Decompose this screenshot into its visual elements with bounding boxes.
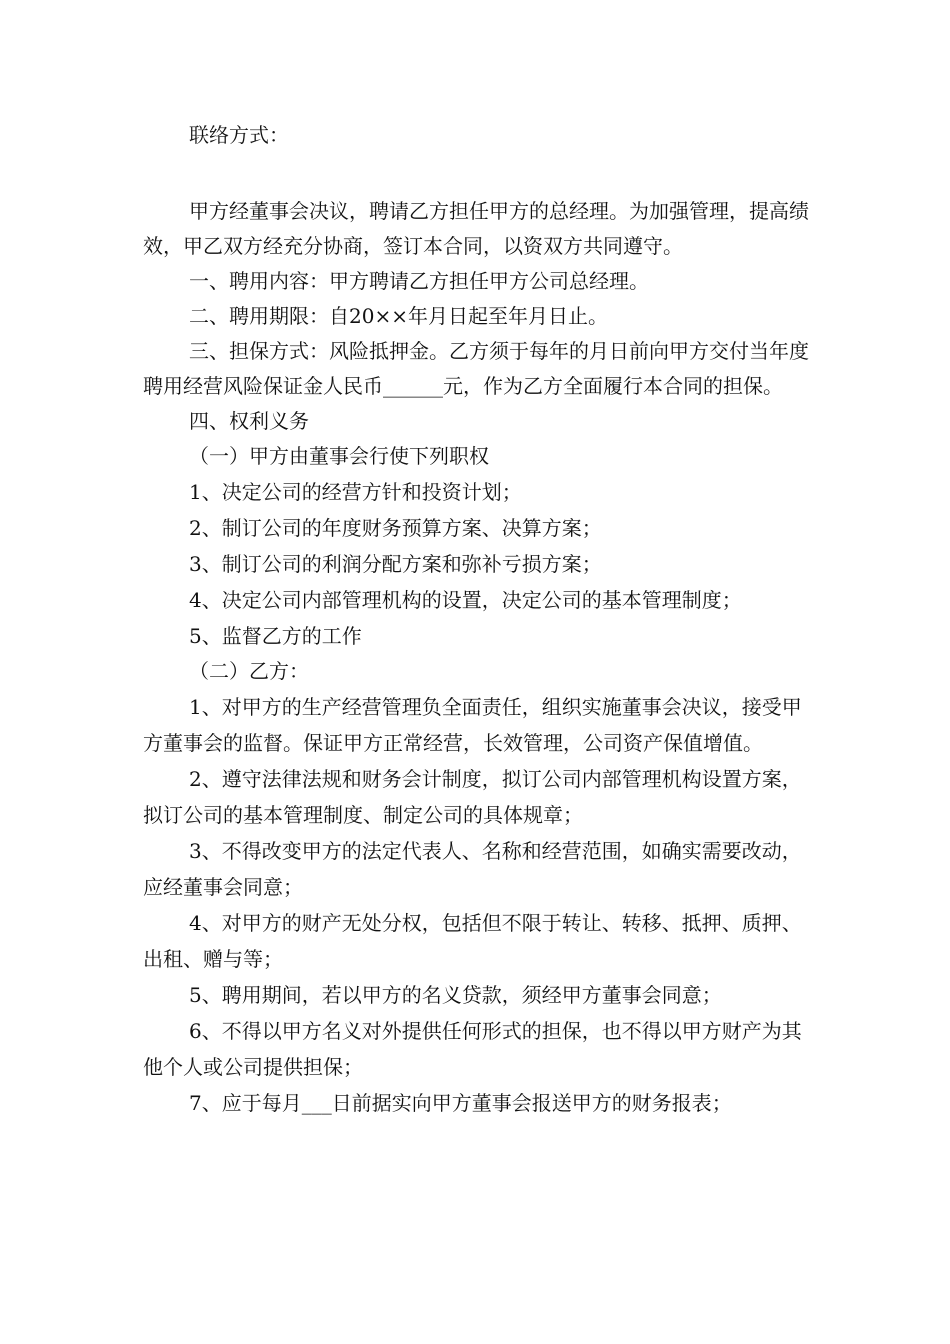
paragraph-employment-term: 二、聘用期限：自20××年月日起至年月日止。 (189, 304, 608, 328)
list-item-b3: 3、不得改变甲方的法定代表人、名称和经营范围，如确实需要改动，应经董事会同意； (143, 839, 802, 899)
paragraph-guarantee: 三、担保方式：风险抵押金。乙方须于每年的月日前向甲方交付当年度聘用经营风险保证金人民币______元，作为乙方全面履行本合同的担保。 (143, 339, 809, 398)
paragraph-intro: 甲方经董事会决议，聘请乙方担任甲方的总经理。为加强管理，提高绩效，甲乙双方经充分协商，签订本合同，以资双方共同遵守。 (143, 199, 809, 258)
list-item-b6: 6、不得以甲方名义对外提供任何形式的担保，也不得以甲方财产为其他个人或公司提供担保； (143, 1019, 802, 1079)
contact-label: 联络方式： (189, 123, 289, 147)
list-item-b4: 4、对甲方的财产无处分权，包括但不限于转让、转移、抵押、质押、出租、赠与等； (143, 911, 802, 971)
list-item-a4: 4、决定公司内部管理机构的设置，决定公司的基本管理制度； (189, 588, 742, 612)
list-item-a1: 1、决定公司的经营方针和投资计划； (189, 480, 522, 504)
document-body (143, 118, 815, 1121)
list-item-b1: 1、对甲方的生产经营管理负全面责任，组织实施董事会决议，接受甲方董事会的监督。保证甲方正常经营，长效管理，公司资产保值增值。 (143, 695, 802, 755)
list-item-b7: 7、应于每月___日前据实向甲方董事会报送甲方的财务报表； (189, 1091, 732, 1115)
list-item-b5: 5、聘用期间，若以甲方的名义贷款，须经甲方董事会同意； (189, 983, 722, 1007)
list-item-a3: 3、制订公司的利润分配方案和弥补亏损方案； (189, 552, 602, 576)
heading-rights-obligations: 四、权利义务 (189, 409, 309, 433)
list-item-a5: 5、监督乙方的工作 (189, 624, 362, 648)
list-item-a2: 2、制订公司的年度财务预算方案、决算方案； (189, 516, 602, 540)
heading-party-b: （二）乙方： (189, 659, 309, 683)
heading-party-a-powers: （一）甲方由董事会行使下列职权 (189, 444, 489, 468)
paragraph-employment-content: 一、聘用内容：甲方聘请乙方担任甲方公司总经理。 (189, 269, 649, 293)
list-item-b2: 2、遵守法律法规和财务会计制度，拟订公司内部管理机构设置方案，拟订公司的基本管理制度、制定公司的具体规章； (143, 767, 802, 827)
